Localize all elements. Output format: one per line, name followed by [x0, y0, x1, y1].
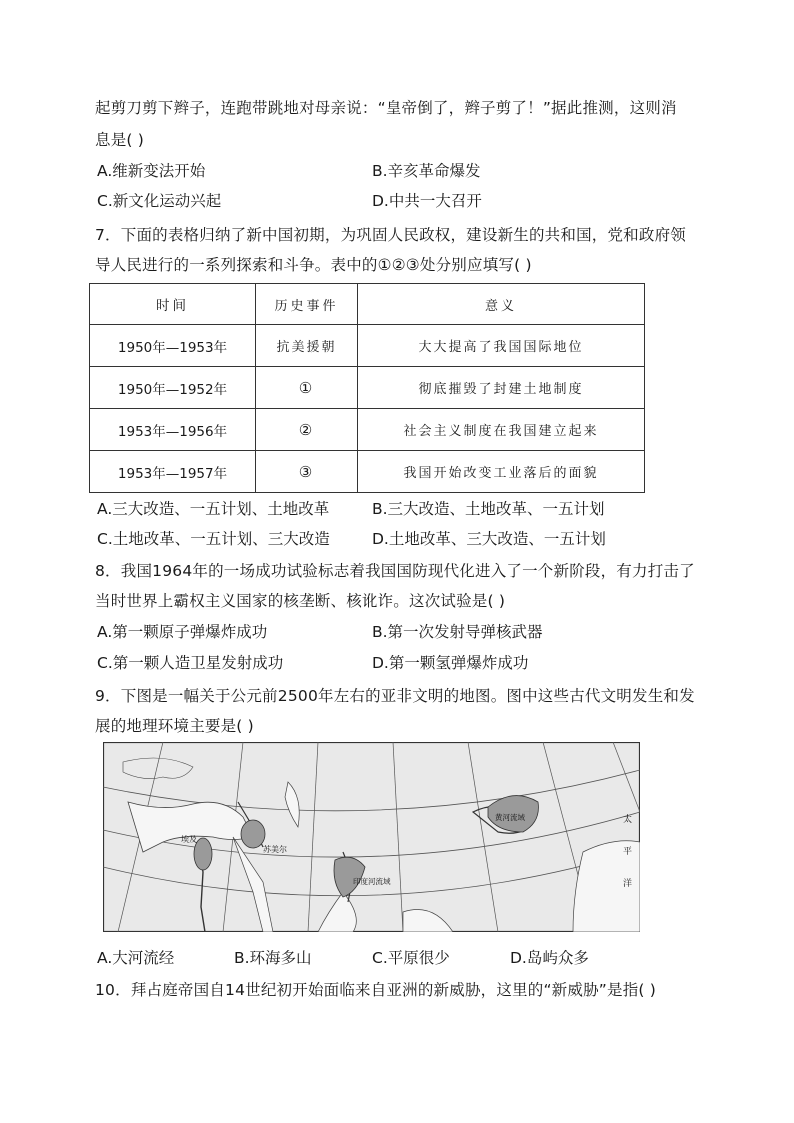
label-egypt: 埃及	[181, 835, 197, 844]
cell-time: 1953年—1956年	[90, 409, 256, 451]
q6-stem-line2: 息是( )	[95, 131, 145, 149]
q9-option-c[interactable]: C.平原很少	[372, 949, 450, 967]
label-pacific-2: 平	[623, 847, 633, 857]
table-row	[90, 367, 645, 409]
q7-stem-line1: 7．下面的表格归纳了新中国初期，为巩固人民政权，建设新生的共和国，党和政府领	[95, 226, 686, 244]
cell-time: 1950年—1952年	[90, 367, 256, 409]
mesopotamia-region	[241, 820, 265, 848]
q6-option-d[interactable]: D.中共一大召开	[372, 192, 482, 210]
label-sumer: 苏美尔	[263, 845, 287, 854]
cell-time: 1950年—1953年	[90, 325, 256, 367]
q7-events-table	[89, 283, 645, 493]
cell-event: ③	[256, 451, 358, 493]
q7-option-c[interactable]: C.土地改革、一五计划、三大改造	[97, 530, 330, 548]
label-pacific-3: 洋	[623, 879, 633, 889]
cell-event: ①	[256, 367, 358, 409]
table-header-row	[90, 284, 645, 325]
cell-event: ②	[256, 409, 358, 451]
header-significance: 意义	[358, 284, 645, 325]
label-indus: 印度河流域	[353, 877, 391, 886]
q6-option-b[interactable]: B.辛亥革命爆发	[372, 162, 481, 180]
ancient-civilizations-map	[103, 742, 640, 932]
label-yellow-river: 黄河流域	[495, 813, 525, 822]
cell-significance: 彻底摧毁了封建土地制度	[358, 367, 645, 409]
q9-stem-line2: 展的地理环境主要是( )	[95, 717, 254, 735]
q7-option-b[interactable]: B.三大改造、土地改革、一五计划	[372, 500, 605, 518]
q9-option-b[interactable]: B.环海多山	[234, 949, 312, 967]
table-row	[90, 325, 645, 367]
q8-stem-line1: 8．我国1964年的一场成功试验标志着我国国防现代化进入了一个新阶段，有力打击了	[95, 562, 695, 580]
q8-option-b[interactable]: B.第一次发射导弹核武器	[372, 623, 543, 641]
cell-significance: 社会主义制度在我国建立起来	[358, 409, 645, 451]
q7-option-a[interactable]: A.三大改造、一五计划、土地改革	[97, 500, 330, 518]
q6-option-a[interactable]: A.维新变法开始	[97, 162, 206, 180]
q9-option-a[interactable]: A.大河流经	[97, 949, 175, 967]
q8-option-a[interactable]: A.第一颗原子弹爆炸成功	[97, 623, 268, 641]
table-row	[90, 451, 645, 493]
q6-stem-line1: 起剪刀剪下辫子，连跑带跳地对母亲说：“皇帝倒了，辫子剪了！”据此推测，这则消	[95, 99, 677, 117]
cell-significance: 大大提高了我国国际地位	[358, 325, 645, 367]
cell-time: 1953年—1957年	[90, 451, 256, 493]
q8-option-d[interactable]: D.第一颗氢弹爆炸成功	[372, 654, 529, 672]
q6-option-c[interactable]: C.新文化运动兴起	[97, 192, 222, 210]
q8-stem-line2: 当时世界上霸权主义国家的核垄断、核讹诈。这次试验是( )	[95, 592, 506, 610]
q7-option-d[interactable]: D.土地改革、三大改造、一五计划	[372, 530, 606, 548]
header-time: 时间	[90, 284, 256, 325]
cell-significance: 我国开始改变工业落后的面貌	[358, 451, 645, 493]
q8-option-c[interactable]: C.第一颗人造卫星发射成功	[97, 654, 284, 672]
q9-option-d[interactable]: D.岛屿众多	[510, 949, 589, 967]
header-event: 历史事件	[256, 284, 358, 325]
table-row	[90, 409, 645, 451]
q7-stem-line2: 导人民进行的一系列探索和斗争。表中的①②③处分别应填写( )	[95, 256, 532, 274]
label-pacific-1: 太	[623, 815, 633, 825]
q9-stem-line1: 9．下图是一幅关于公元前2500年左右的亚非文明的地图。图中这些古代文明发生和发	[95, 687, 695, 705]
q10-stem-line1: 10．拜占庭帝国自14世纪初开始面临来自亚洲的新威胁，这里的“新威胁”是指( )	[95, 981, 657, 999]
cell-event: 抗美援朝	[256, 325, 358, 367]
